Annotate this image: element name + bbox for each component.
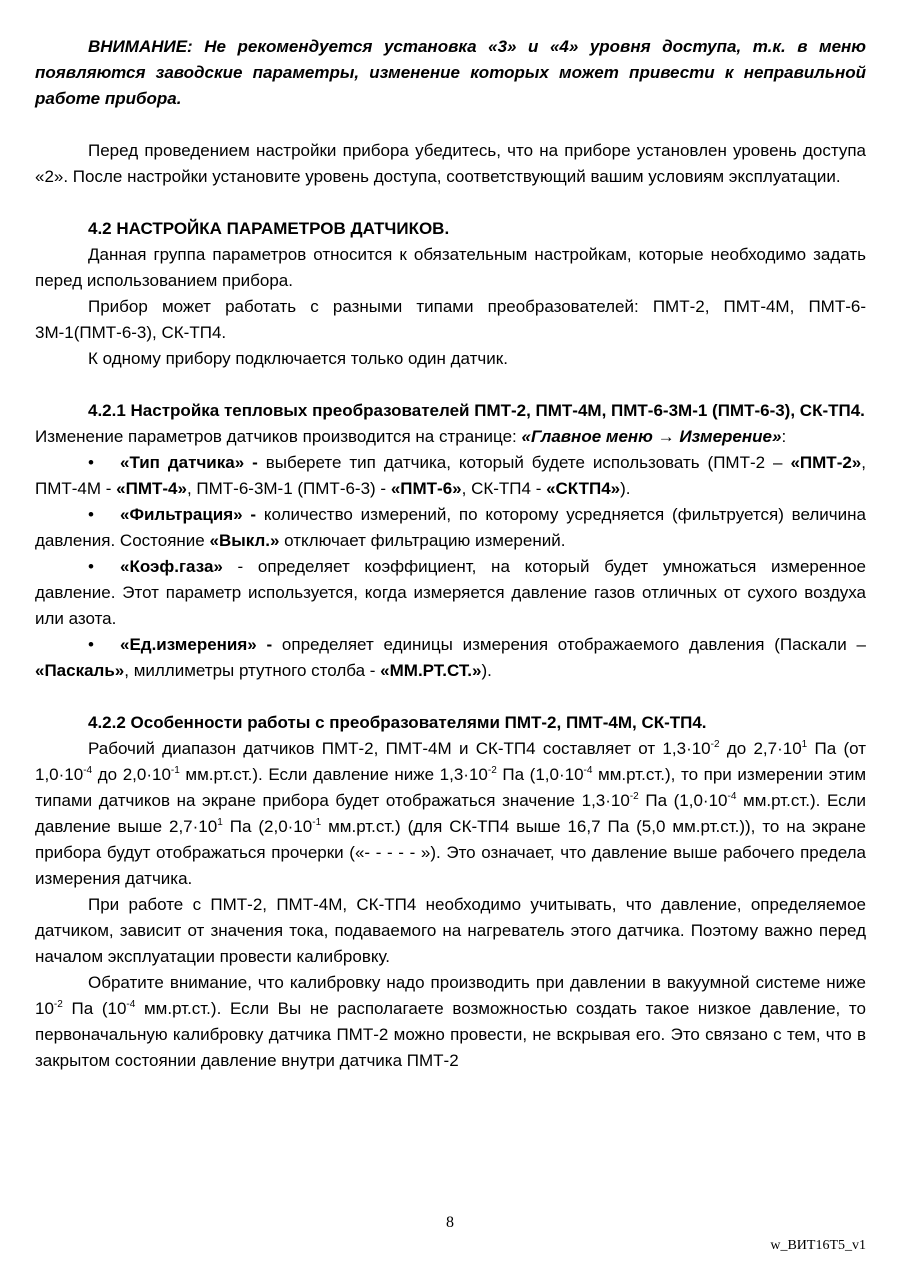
text-run: Рабочий диапазон датчиков ПМТ-2, ПМТ-4М и СК-ТП4 составляет от 1,3·10: [88, 739, 711, 758]
text-run: Па (1,0·10: [496, 765, 584, 784]
section-4-2-2-heading: 4.2.2 Особенности работы с преобразователями ПМТ-2, ПМТ-4М, СК-ТП4.: [88, 713, 707, 732]
text-run: мм.рт.ст.) (для СК-ТП4 выше 16,7 Па (5,0 мм.рт.ст.)), то на экране прибора будут отображаться прочерки («- - - - - »). Это означает, что давление выше рабочего предела измерения датчика.: [35, 817, 867, 888]
section-4-2-paragraph-3: К одному прибору подключается только один датчик.: [88, 349, 508, 368]
bullet-keyword: «ПМТ-2»: [790, 453, 862, 472]
spacer: [35, 112, 866, 138]
exponent: -4: [583, 765, 593, 776]
bullet-units: [35, 632, 866, 684]
exponent: -4: [126, 999, 136, 1010]
bullet-text: , ПМТ-4М -: [35, 453, 866, 498]
text-run: мм.рт.ст.). Если давление ниже 1,3·10: [179, 765, 488, 784]
bullet-keyword: «ПМТ-4»: [116, 479, 187, 498]
exponent: -4: [83, 765, 93, 776]
warning-paragraph: ВНИМАНИЕ: Не рекомендуется установка «3» и «4» уровня доступа, т.к. в меню появляются заводские параметры, изменение которых может привести к неправильной работе прибора.: [35, 37, 866, 108]
bullet-term: «Ед.измерения» -: [120, 635, 273, 654]
text-run: до 2,7·10: [719, 739, 802, 758]
section-4-2-paragraph-1: Данная группа параметров относится к обязательным настройкам, которые необходимо задать перед использованием прибора.: [35, 245, 866, 290]
bullet-icon: •: [88, 635, 94, 654]
text-run: мм.рт.ст.). Если давление выше 2,7·10: [35, 791, 867, 836]
text-run: до 2,0·10: [92, 765, 171, 784]
bullet-term: «Фильтрация» -: [120, 505, 257, 524]
exponent: -1: [312, 817, 322, 828]
bullet-icon: •: [88, 453, 94, 472]
bullet-keyword: «Выкл.»: [209, 531, 280, 550]
bullet-text: , миллиметры ртутного столба -: [124, 661, 381, 680]
lead-text: Изменение параметров датчиков производится на странице:: [35, 427, 517, 446]
page-number: 8: [446, 1214, 454, 1231]
section-4-2-1-heading: 4.2.1 Настройка тепловых преобразователей ПМТ-2, ПМТ-4М, ПМТ-6-3М-1 (ПМТ-6-3), СК-ТП4.: [88, 401, 865, 420]
spacer: [35, 684, 866, 710]
document-page: [35, 34, 866, 1074]
bullet-text: ).: [620, 479, 631, 498]
exponent: -4: [727, 791, 737, 802]
bullet-icon: •: [88, 557, 94, 576]
bullet-term: «Тип датчика» -: [120, 453, 258, 472]
exponent: -2: [710, 739, 720, 750]
bullet-text: - определяет коэффициент, на который будет умножаться измеренное давление. Этот параметр используется, когда измеряется давление газов отличных от сухого воздуха или азота.: [35, 557, 866, 628]
lead-colon: :: [781, 427, 787, 446]
exponent: -2: [53, 999, 63, 1010]
section-4-2-2-paragraph-note: [35, 970, 866, 1074]
section-4-2-heading: 4.2 НАСТРОЙКА ПАРАМЕТРОВ ДАТЧИКОВ.: [88, 219, 450, 238]
text-run: Обратите внимание, что калибровку надо производить при давлении в вакуумной системе ниже 10: [35, 973, 866, 1018]
exponent: -2: [629, 791, 639, 802]
bullet-text: ).: [481, 661, 492, 680]
text-run: мм.рт.ст.). Если Вы не располагаете возможностью создать такое низкое давление, то первоначальную калибровку датчика ПМТ-2 можно провести, не вскрывая его. Это связано с тем, что в закрытом состоянии давление внутри датчика ПМТ-2: [35, 999, 866, 1070]
exponent: 1: [801, 739, 808, 750]
bullet-text: отключает фильтрацию измерений.: [279, 531, 566, 550]
bullet-sensor-type: [35, 450, 866, 502]
text-run: Па (1,0·10: [638, 791, 728, 810]
bullet-icon: •: [88, 505, 94, 524]
bullet-text: выберете тип датчика, который будете использовать (ПМТ-2 –: [257, 453, 791, 472]
bullet-text: , СК-ТП4 -: [461, 479, 547, 498]
spacer: [35, 190, 866, 216]
bullet-text: определяет единицы измерения отображаемого давления (Паскали –: [272, 635, 866, 654]
exponent: 1: [217, 817, 223, 828]
text-run: Па (от 1,0·10: [35, 739, 866, 784]
intro-paragraph: Перед проведением настройки прибора убедитесь, что на приборе установлен уровень доступа «2». После настройки установите уровень доступа, соответствующий вашим условиям эксплуатации.: [35, 141, 866, 186]
spacer: [35, 372, 866, 398]
bullet-term: «Коэф.газа»: [120, 557, 223, 576]
bullet-keyword: «ММ.РТ.СТ.»: [380, 661, 482, 680]
bullet-keyword: «СКТП4»: [546, 479, 621, 498]
bullet-keyword: «Паскаль»: [35, 661, 125, 680]
bullet-filtering: [35, 502, 866, 554]
menu-path: «Главное меню → Измерение»: [521, 427, 782, 446]
document-code: w_ВИТ16Т5_v1: [770, 1238, 866, 1253]
text-run: мм.рт.ст.), то при измерении этим типами датчиков на экране прибора будет отображаться значение 1,3·10: [35, 765, 867, 810]
bullet-gas-coefficient: [35, 554, 866, 632]
text-run: Па (10: [62, 999, 127, 1018]
text-run: Па (2,0·10: [222, 817, 313, 836]
exponent: -2: [487, 765, 497, 776]
exponent: -1: [170, 765, 180, 776]
section-4-2-1-lead-paragraph: [35, 424, 866, 450]
bullet-keyword: «ПМТ-6»: [390, 479, 462, 498]
section-4-2-2-paragraph-range: [35, 736, 866, 892]
section-4-2-2-paragraph-calibration: При работе с ПМТ-2, ПМТ-4М, СК-ТП4 необходимо учитывать, что давление, определяемое датчиком, зависит от значения тока, подаваемого на нагреватель этого датчика. Поэтому важно перед началом эксплуатации провести калибровку.: [35, 895, 866, 966]
bullet-text: , ПМТ-6-3М-1 (ПМТ-6-3) -: [186, 479, 391, 498]
section-4-2-paragraph-2: Прибор может работать с разными типами преобразователей: ПМТ-2, ПМТ-4М, ПМТ-6-3М-1(ПМТ-6-3), СК-ТП4.: [35, 297, 866, 342]
bullet-text: количество измерений, по которому усредняется (фильтруется) величина давления. Состояние: [35, 505, 866, 550]
